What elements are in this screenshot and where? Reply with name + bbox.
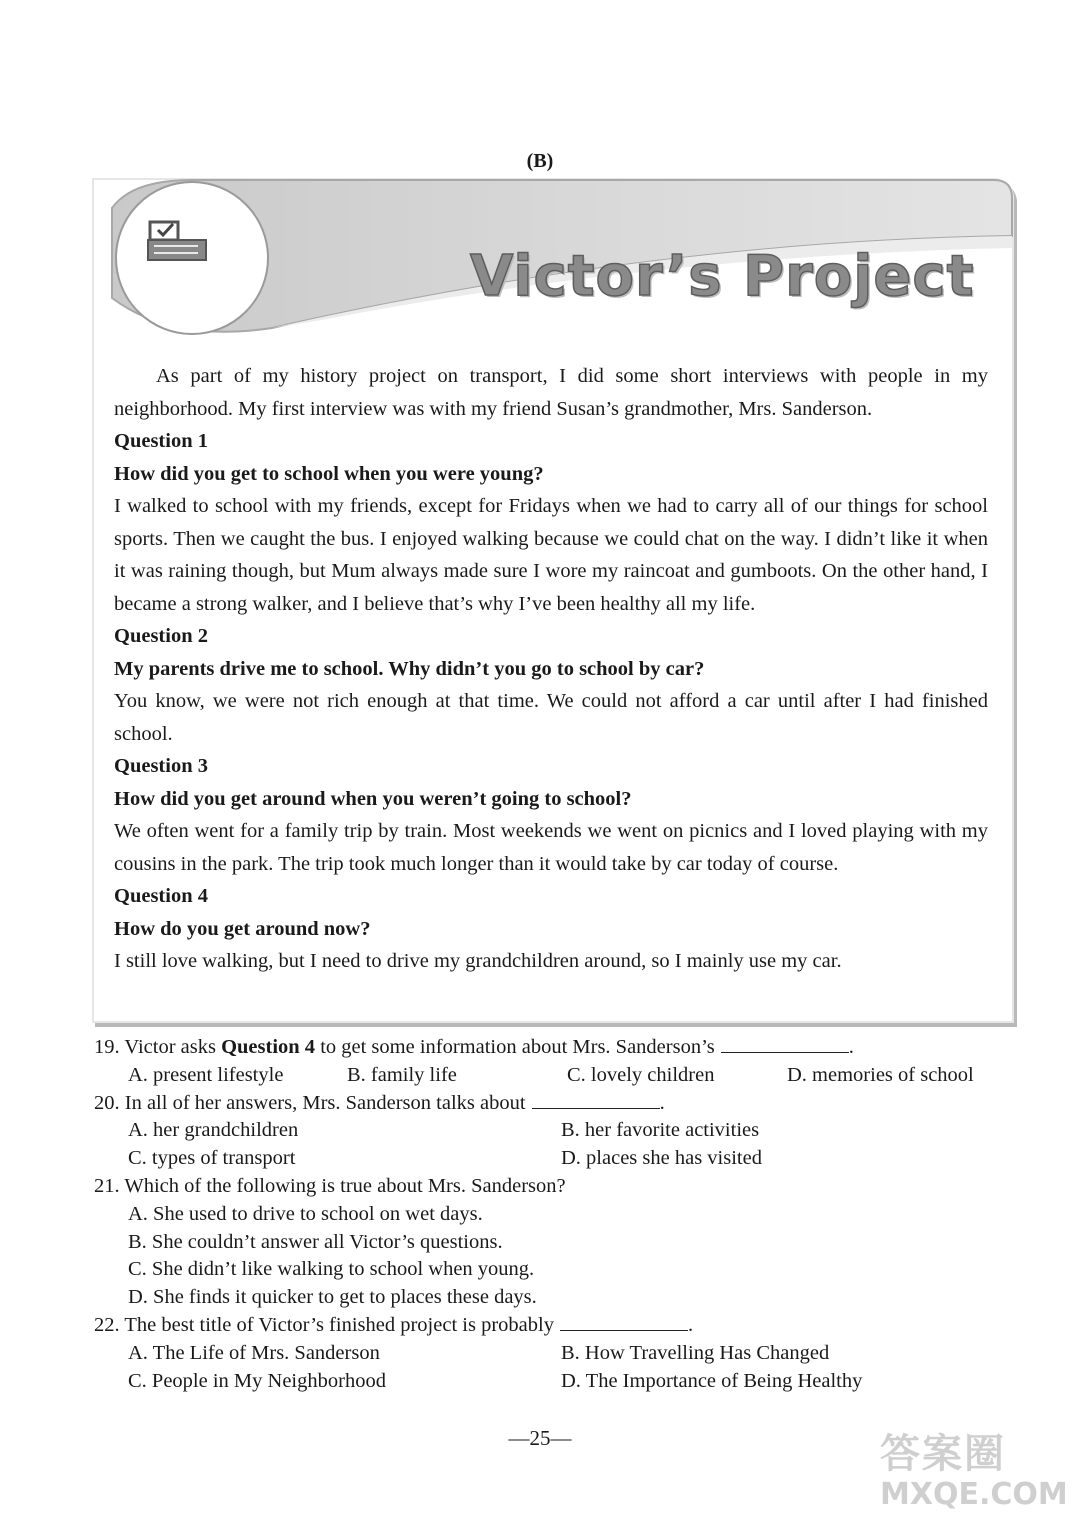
interview-answer: We often went for a family trip by train. Most weekends we went on picnics and I loved playing with my cousins in the park. The trip took much longer than it would take by car today of course. bbox=[114, 820, 988, 875]
interview-answer: I walked to school with my friends, except for Fridays when we had to carry all of our things for school sports. Then we caught the bus. I enjoyed walking because we could chat on the way. I didn’t like it when it was raining though, but Mum always made sure I wore my raincoat and gumboots. On the other hand, I became a strong walker, and I believe that’s why I’ve been healthy all my life. bbox=[114, 495, 988, 615]
question-22-options bbox=[94, 1340, 994, 1368]
interview-label: Question 4 bbox=[114, 885, 208, 907]
interview-question: How did you get around when you weren’t going to school? bbox=[114, 787, 632, 810]
interview-answer: You know, we were not rich enough at that time. We could not afford a car until after I had finished school. bbox=[114, 690, 988, 745]
page-number: —25— bbox=[508, 1426, 572, 1450]
option-d[interactable]: D. places she has visited bbox=[561, 1147, 762, 1170]
option-d[interactable]: D. She finds it quicker to get to places these days. bbox=[128, 1286, 537, 1309]
interview-label: Question 1 bbox=[114, 430, 208, 452]
question-22-options bbox=[94, 1368, 994, 1396]
interview-label: Question 3 bbox=[114, 755, 208, 777]
option-c[interactable]: C. People in My Neighborhood bbox=[128, 1369, 386, 1392]
option-b[interactable]: B. her favorite activities bbox=[561, 1119, 760, 1142]
question-21: 21. Which of the following is true about Mrs. Sanderson? bbox=[94, 1174, 566, 1197]
option-b[interactable]: B. She couldn’t answer all Victor’s questions. bbox=[128, 1230, 503, 1253]
question-list bbox=[94, 1034, 994, 1395]
question-20: 20. In all of her answers, Mrs. Sanderson talks about . bbox=[94, 1091, 665, 1114]
interview-label: Question 2 bbox=[114, 625, 208, 647]
option-d[interactable]: D. The Importance of Being Healthy bbox=[561, 1369, 863, 1392]
answer-blank[interactable] bbox=[721, 1034, 849, 1053]
option-a[interactable]: A. She used to drive to school on wet days. bbox=[128, 1202, 483, 1225]
question-20-options bbox=[94, 1145, 994, 1173]
intro-paragraph: As part of my history project on transport, I did some short interviews with people in my neighborhood. My first interview was with my friend Susan’s grandmother, Mrs. Sanderson. bbox=[114, 365, 988, 420]
option-b[interactable]: B. How Travelling Has Changed bbox=[561, 1341, 830, 1364]
interview-answer: I still love walking, but I need to drive my grandchildren around, so I mainly use my car. bbox=[114, 950, 842, 972]
passage-body bbox=[114, 360, 988, 978]
question-19: 19. Victor asks Question 4 to get some information about Mrs. Sanderson’s . bbox=[94, 1036, 854, 1058]
site-watermark: 答案圈 MXQE.COM bbox=[880, 1431, 1068, 1512]
option-c[interactable]: C. She didn’t like walking to school when young. bbox=[128, 1258, 535, 1281]
answer-blank[interactable] bbox=[532, 1090, 660, 1109]
option-d[interactable]: D. memories of school bbox=[787, 1063, 974, 1086]
option-a[interactable]: A. present lifestyle bbox=[128, 1063, 284, 1086]
question-22: 22. The best title of Victor’s finished project is probably . bbox=[94, 1313, 694, 1336]
answer-blank[interactable] bbox=[560, 1312, 688, 1331]
option-a[interactable]: A. The Life of Mrs. Sanderson bbox=[128, 1341, 380, 1364]
interview-question: How do you get around now? bbox=[114, 917, 371, 940]
checklist-icon bbox=[146, 220, 210, 264]
option-c[interactable]: C. types of transport bbox=[128, 1147, 296, 1170]
question-19-options bbox=[94, 1062, 994, 1090]
interview-question: My parents drive me to school. Why didn’t you go to school by car? bbox=[114, 657, 705, 680]
option-c[interactable]: C. lovely children bbox=[567, 1063, 715, 1086]
passage-title: Victor’s Project bbox=[470, 244, 975, 309]
option-a[interactable]: A. her grandchildren bbox=[128, 1119, 299, 1142]
question-20-options bbox=[94, 1117, 994, 1145]
interview-question: How did you get to school when you were young? bbox=[114, 462, 544, 485]
section-label: (B) bbox=[526, 150, 554, 172]
option-b[interactable]: B. family life bbox=[347, 1063, 457, 1086]
